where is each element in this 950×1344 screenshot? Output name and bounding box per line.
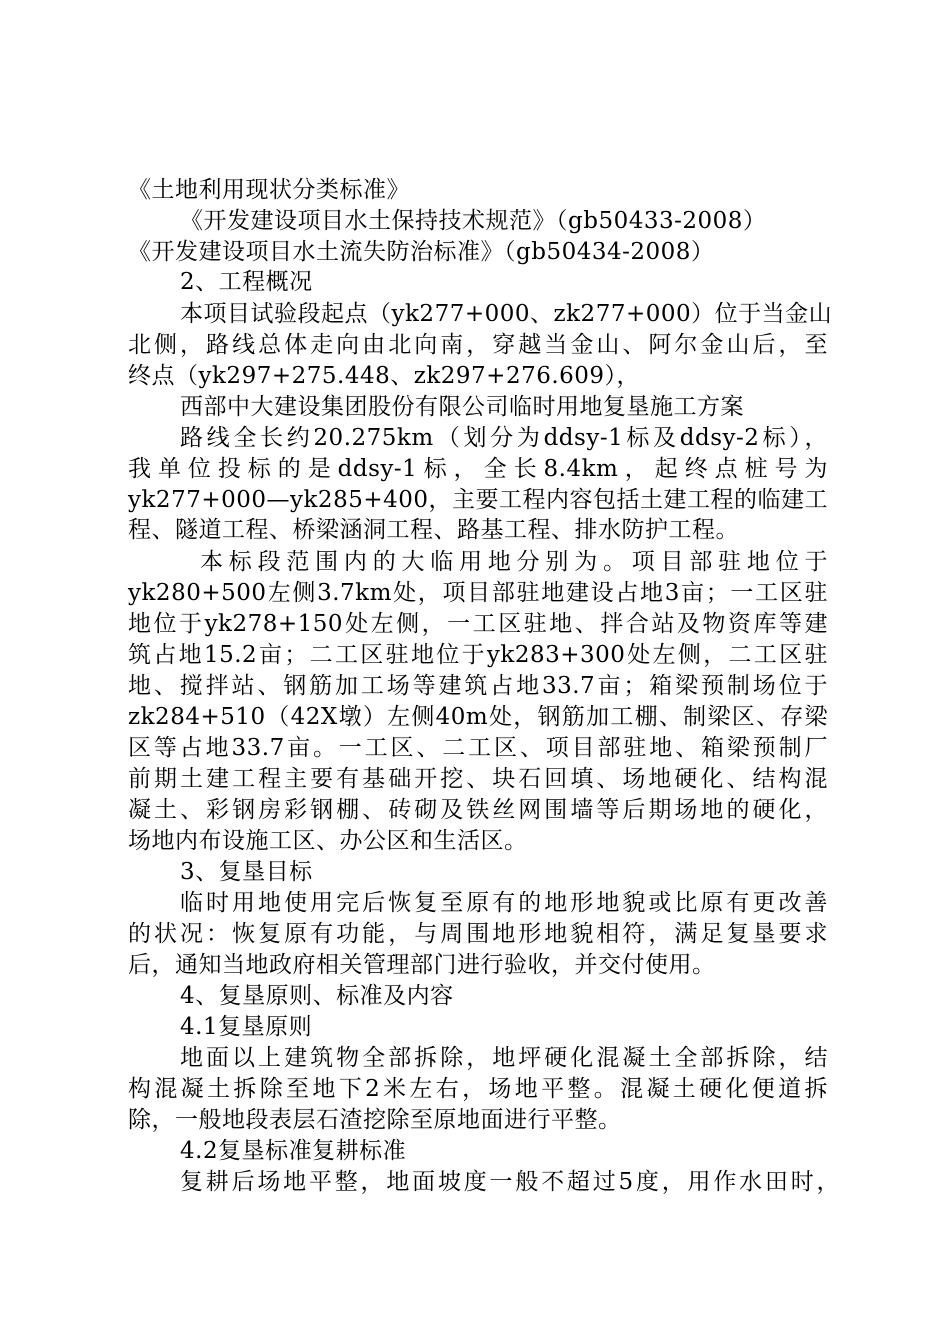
paragraph-line: yk280+500左侧3.7km处，项目部驻地建设占地3亩；一工区驻 [128,580,828,606]
paragraph-line: 除，一般地段表层石渣挖除至原地面进行平整。 [128,1107,622,1133]
paragraph-line: 北侧，路线总体走向由北向南，穿越当金山、阿尔金山后，至 [128,332,828,358]
paragraph-line: 凝土、彩钢房彩钢棚、砖砌及铁丝网围墙等后期场地的硬化， [128,797,828,823]
subsection-heading-4-2: 4.2复垦标准复耕标准 [180,1138,407,1164]
reference-standard-2: 《开发建设项目水土保持技术规范》（gb50433-2008） [180,208,767,234]
reference-standard-1: 《土地利用现状分类标准》 [128,177,410,203]
section-heading-reclamation-goal: 3、复垦目标 [180,859,313,885]
paragraph-line: 前期土建工程主要有基础开挖、块石回填、场地硬化、结构混 [128,766,828,792]
paragraph-line: 区等占地33.7亩。一工区、二工区、项目部驻地、箱梁预制厂 [128,735,828,761]
paragraph-line: 的状况：恢复原有功能，与周围地形地貌相符，满足复垦要求 [128,921,828,947]
subsection-heading-4-1: 4.1复垦原则 [180,1014,313,1040]
paragraph-line: yk277+000—yk285+400，主要工程内容包括土建工程的临建工 [128,487,829,513]
section-heading-project-overview: 2、工程概况 [180,269,313,295]
paragraph-line: 程、隧道工程、桥梁涵洞工程、路基工程、排水防护工程。 [128,517,739,543]
paragraph-line: 我单位投标的是ddsy-1标，全长8.4km，起终点桩号为 [128,456,828,482]
paragraph-line: 地面以上建筑物全部拆除，地坪硬化混凝土全部拆除，结 [180,1045,828,1071]
reference-standard-3: 《开发建设项目水土流失防治标准》（gb50434-2008） [128,239,715,265]
paragraph-line: 本项目试验段起点（yk277+000、zk277+000）位于当金山 [180,301,833,327]
paragraph-line: 本标段范围内的大临用地分别为。项目部驻地位于 [200,549,828,575]
paragraph-line: 复耕后场地平整，地面坡度一般不超过5度，用作水田时， [180,1169,840,1195]
paragraph-line: 场地内布设施工区、办公区和生活区。 [128,828,528,854]
paragraph-line: 临时用地使用完后恢复至原有的地形地貌或比原有更改善 [180,890,828,916]
paragraph-line: 路线全长约20.275km（划分为ddsy-1标及ddsy-2标）， [180,425,828,451]
paragraph-line: 后，通知当地政府相关管理部门进行验收，并交付使用。 [128,952,716,978]
paragraph-line: 地位于yk278+150处左侧，一工区驻地、拌合站及物资库等建 [128,611,828,637]
section-heading-principles: 4、复垦原则、标准及内容 [180,983,454,1009]
running-header-text: 西部中大建设集团股份有限公司临时用地复垦施工方案 [180,394,744,420]
paragraph-line: 筑占地15.2亩；二工区驻地位于yk283+300处左侧，二工区驻 [128,642,828,668]
paragraph-line: 构混凝土拆除至地下2米左右，场地平整。混凝土硬化便道拆 [128,1076,828,1102]
paragraph-line: 终点（yk297+275.448、zk297+276.609）， [128,363,641,389]
paragraph-line: zk284+510（42X墩）左侧40m处，钢筋加工棚、制梁区、存梁 [128,704,828,730]
paragraph-line: 地、搅拌站、钢筋加工场等建筑占地33.7亩；箱梁预制场位于 [128,673,828,699]
